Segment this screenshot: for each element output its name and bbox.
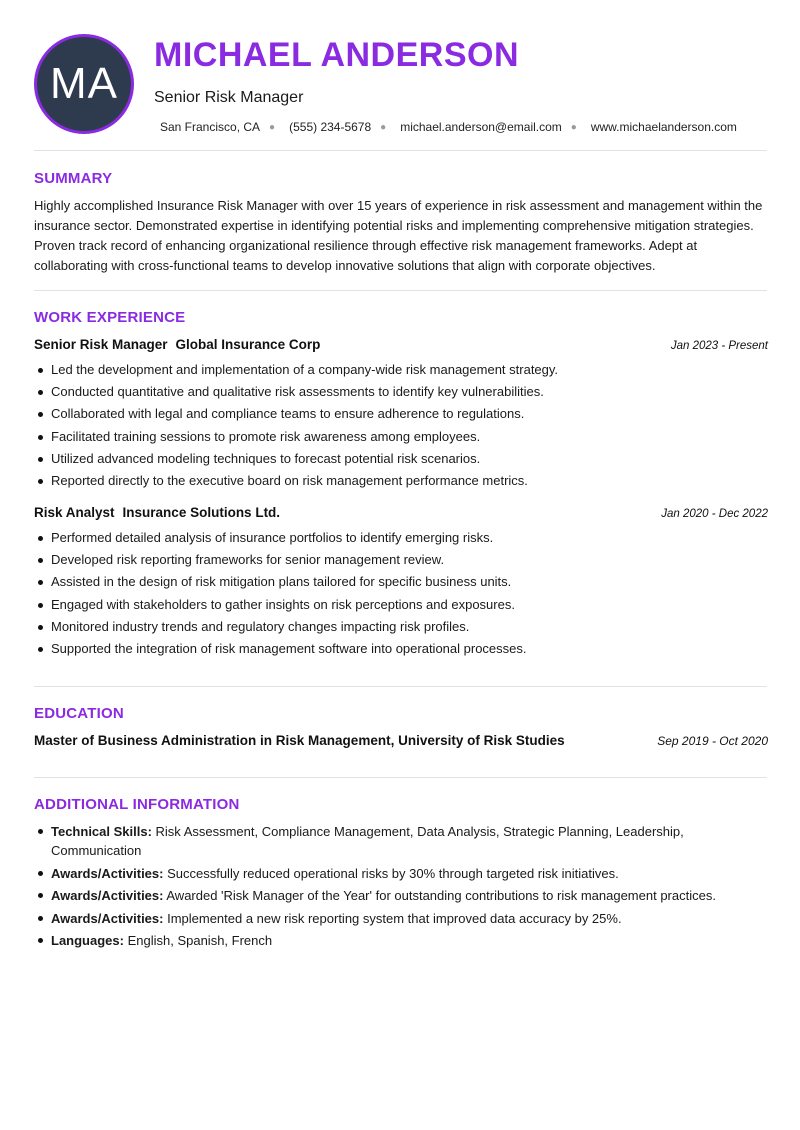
list-item: Supported the integration of risk management software into operational processes. — [34, 638, 768, 660]
list-item: Conducted quantitative and qualitative risk assessments to identify key vulnerabilities. — [34, 381, 768, 403]
list-item: Collaborated with legal and compliance teams to ensure adherence to regulations. — [34, 403, 768, 425]
contact-phone: (555) 234-5678 — [289, 120, 372, 134]
divider — [34, 777, 767, 778]
list-item: Assisted in the design of risk mitigation plans tailored for specific business units. — [34, 571, 768, 593]
list-item: Developed risk reporting frameworks for senior management review. — [34, 549, 768, 571]
additional-heading: ADDITIONAL INFORMATION — [34, 796, 240, 813]
list-item — [34, 909, 768, 928]
separator-dot-icon: ● — [269, 121, 276, 133]
list-item: Reported directly to the executive board on risk management performance metrics. — [34, 470, 768, 492]
divider — [34, 686, 767, 687]
candidate-title: Senior Risk Manager — [154, 89, 304, 106]
list-item: Led the development and implementation of a company-wide risk management strategy. — [34, 359, 768, 381]
list-item — [34, 886, 768, 905]
item-text: Successfully reduced operational risks by 30% through targeted risk initiatives. — [163, 865, 619, 881]
list-item — [34, 864, 768, 883]
job-entry — [34, 337, 768, 492]
divider — [34, 150, 767, 151]
job-title-line — [34, 337, 320, 352]
item-label: Awards/Activities: — [51, 910, 164, 926]
education-entry — [34, 733, 768, 748]
education-dates: Sep 2019 - Oct 2020 — [657, 734, 768, 748]
job-role: Senior Risk Manager — [34, 337, 168, 352]
summary-heading: SUMMARY — [34, 170, 113, 187]
separator-dot-icon: ● — [570, 121, 577, 133]
item-text: English, Spanish, French — [123, 933, 273, 948]
job-title-line — [34, 505, 280, 520]
additional-list — [34, 822, 768, 954]
list-item — [34, 931, 768, 950]
item-label: Awards/Activities: — [51, 865, 164, 881]
contact-website[interactable]: www.michaelanderson.com — [590, 120, 737, 134]
job-entry — [34, 505, 768, 660]
job-company: Global Insurance Corp — [175, 337, 321, 352]
item-text: Risk Assessment, Compliance Management, Data Analysis, Strategic Planning, Leadership, Communication — [51, 824, 684, 858]
contact-email[interactable]: michael.anderson@email.com — [400, 120, 562, 134]
separator-dot-icon: ● — [380, 121, 387, 133]
list-item: Facilitated training sessions to promote risk awareness among employees. — [34, 426, 768, 448]
list-item: Monitored industry trends and regulatory changes impacting risk profiles. — [34, 616, 768, 638]
education-heading: EDUCATION — [34, 705, 124, 722]
job-bullets — [34, 527, 768, 660]
education-degree: Master of Business Administration in Risk Management, University of Risk Studies — [34, 733, 565, 748]
item-label: Awards/Activities: — [51, 888, 164, 903]
list-item: Performed detailed analysis of insurance portfolios to identify emerging risks. — [34, 527, 768, 549]
list-item: Utilized advanced modeling techniques to forecast potential risk scenarios. — [34, 448, 768, 470]
job-dates: Jan 2023 - Present — [670, 340, 768, 352]
avatar — [34, 34, 134, 134]
candidate-name: MICHAEL ANDERSON — [154, 36, 520, 74]
job-dates: Jan 2020 - Dec 2022 — [661, 508, 768, 520]
contact-line — [160, 120, 737, 134]
item-label: Languages: — [51, 933, 124, 948]
list-item: Engaged with stakeholders to gather insights on risk perceptions and exposures. — [34, 594, 768, 616]
experience-heading: WORK EXPERIENCE — [34, 309, 186, 326]
job-role: Risk Analyst — [34, 505, 115, 520]
item-text: Implemented a new risk reporting system that improved data accuracy by 25%. — [163, 910, 622, 926]
job-header — [34, 505, 768, 525]
contact-location: San Francisco, CA — [160, 120, 261, 134]
divider — [34, 290, 767, 291]
job-bullets — [34, 359, 768, 492]
item-text: Awarded 'Risk Manager of the Year' for outstanding contributions to risk management practices. — [163, 888, 716, 903]
avatar-initials: MA — [50, 59, 118, 108]
summary-text: Highly accomplished Insurance Risk Manager with over 15 years of experience in risk assessment and management within the insurance sector. Demonstrated expertise in identifying potential risks and implementing comprehensive mitigation strategies. Proven track record of enhancing organizational resilience through effective risk management frameworks. Adept at collaborating with cross-functional teams to develop innovative solutions that align with corporate objectives. — [34, 198, 763, 273]
item-label: Technical Skills: — [51, 824, 152, 839]
list-item — [34, 822, 768, 860]
job-company: Insurance Solutions Ltd. — [122, 505, 281, 520]
job-header — [34, 337, 768, 357]
